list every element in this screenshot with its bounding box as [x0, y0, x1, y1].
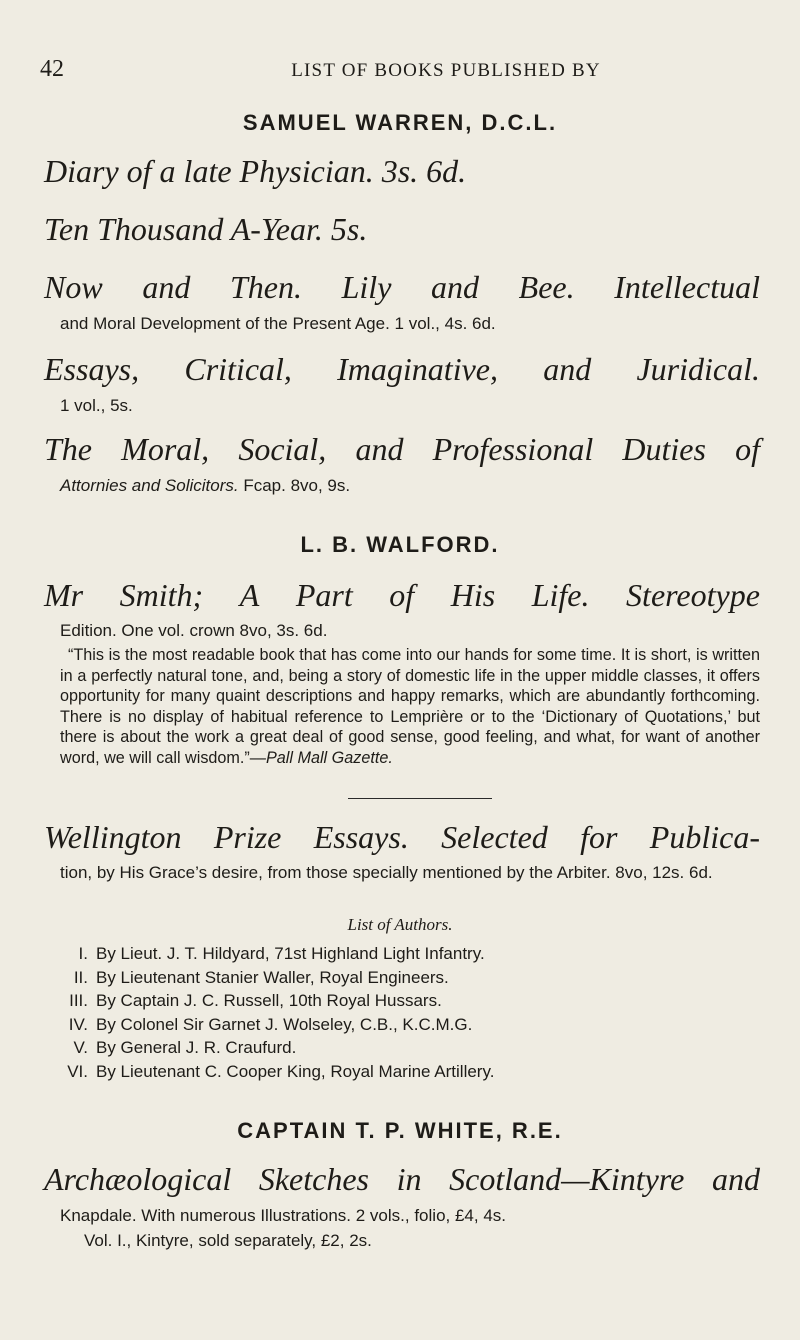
book-title-word: Smith;	[119, 577, 204, 613]
book-title-word: A	[239, 577, 260, 613]
list-item	[62, 1038, 762, 1062]
book-title-word: Professional	[432, 431, 594, 467]
book-title-word: Juridical.	[636, 351, 760, 387]
book-title-words	[44, 1160, 760, 1198]
book-description-italic: Attornies and Solicitors.	[60, 476, 239, 495]
book-title-words	[44, 268, 760, 306]
book-title-word: and	[142, 269, 191, 305]
author-heading: CAPTAIN T. P. WHITE, R.E.	[237, 1118, 563, 1143]
book-title-word: of	[389, 577, 415, 613]
book-title-word: Intellectual	[614, 269, 760, 305]
book-title-word: Essays,	[44, 351, 140, 387]
book-title-word: Stereotype	[626, 577, 760, 613]
page-header	[40, 56, 760, 86]
book-title	[44, 1160, 760, 1198]
book-title-word: in	[396, 1161, 422, 1197]
book-title-word: Moral,	[121, 431, 210, 467]
book-title-word: Now	[44, 269, 103, 305]
book-title-word: Prize	[213, 819, 282, 855]
list-item	[62, 1015, 762, 1039]
list-item-number: II.	[73, 967, 88, 987]
book-description-rest: Fcap. 8vo, 9s.	[243, 476, 351, 495]
list-item-text: By Lieut. J. T. Hildyard, 71st Highland Light Infantry.	[96, 944, 485, 963]
book-title-word: Publica-	[649, 819, 760, 855]
book-title-words	[44, 430, 760, 468]
book-title: Diary of a late Physician. 3s. 6d.	[44, 153, 467, 189]
list-item-text: By Lieutenant C. Cooper King, Royal Marine Artillery.	[96, 1061, 495, 1081]
book-title-word: Essays.	[313, 819, 409, 855]
book-title-word: Duties	[622, 431, 706, 467]
book-title-word: His	[450, 577, 496, 613]
list-item-text: By Lieutenant Stanier Waller, Royal Engineers.	[96, 967, 449, 987]
book-title-word: and	[711, 1161, 760, 1197]
book-description: Vol. I., Kintyre, sold separately, £2, 2s.	[84, 1231, 372, 1250]
book-title-word: of	[735, 431, 760, 467]
list-item-number: V.	[73, 1038, 88, 1057]
book-title-word: Life.	[531, 577, 590, 613]
book-title-word: Social,	[238, 431, 327, 467]
book-title-word: Part	[295, 577, 353, 613]
list-item-number: I.	[78, 944, 88, 963]
book-description: 1 vol., 5s.	[60, 396, 133, 415]
book-title-word: for	[580, 819, 618, 855]
list-item-number: III.	[69, 991, 88, 1010]
book-title-word: Archæological	[44, 1161, 232, 1197]
book-title-word: Scotland—Kintyre	[449, 1161, 685, 1197]
book-title-word: Imaginative,	[337, 351, 498, 387]
book-title-words	[44, 576, 760, 614]
book-description: tion, by His Grace’s desire, from those specially mentioned by the Arbiter. 8vo, 12s. 6d.	[60, 863, 713, 882]
list-item-text: By Colonel Sir Garnet J. Wolseley, C.B., K.C.M.G.	[96, 1014, 473, 1034]
book-title	[44, 430, 760, 468]
review-source: Pall Mall Gazette.	[265, 748, 393, 767]
book-title-word: and	[543, 351, 592, 387]
book-title	[44, 818, 760, 856]
list-item	[62, 968, 762, 992]
book-title-word: Sketches	[258, 1161, 369, 1197]
book-title-word: and	[431, 269, 480, 305]
book-title-word: Bee.	[518, 269, 575, 305]
book-title-words	[44, 350, 760, 388]
book-title	[44, 268, 760, 306]
review-quote	[60, 645, 760, 768]
book-title	[44, 576, 760, 614]
list-item	[62, 944, 762, 968]
author-heading: SAMUEL WARREN, D.C.L.	[242, 110, 558, 135]
book-title-word: and	[355, 431, 404, 467]
book-title: Ten Thousand A-Year. 5s.	[44, 211, 368, 247]
section-divider	[348, 798, 492, 799]
list-item	[62, 991, 762, 1015]
list-item-text: By General J. R. Craufurd.	[96, 1038, 297, 1057]
list-item-number: IV.	[68, 1014, 88, 1034]
book-title-word: Critical,	[184, 351, 292, 387]
author-list	[62, 944, 762, 1085]
book-title-word: The	[44, 431, 92, 467]
book-title-word: Mr	[44, 577, 84, 613]
book-description	[60, 475, 760, 497]
book-title-words	[44, 818, 760, 856]
list-heading: List of Authors.	[347, 915, 453, 934]
list-item-text: By Captain J. C. Russell, 10th Royal Hussars.	[96, 991, 442, 1010]
book-title-word: Lily	[341, 269, 392, 305]
book-title-word: Wellington	[44, 819, 182, 855]
running-head: LIST OF BOOKS PUBLISHED BY	[291, 60, 601, 81]
author-heading: L. B. WALFORD.	[300, 532, 500, 557]
book-description: Knapdale. With numerous Illustrations. 2 vols., folio, £4, 4s.	[60, 1206, 507, 1225]
book-description: and Moral Development of the Present Age. 1 vol., 4s. 6d.	[60, 314, 496, 333]
review-quote-text: “This is the most readable book that has come into our hands for some time. It is short, is written in a perfectly natural tone, and, being a story of domestic life in the upper middle classes, it offers opportunity for many quaint descriptions and happy remarks, which are abundantly forthcoming. There is no display of habitual reference to Lemprière or to the ‘Dictionary of Quotations,’ but there is about the work a great deal of good sense, good feeling, and what, for want of another word, we will call wisdom.”—	[60, 646, 760, 767]
list-item-number: VI.	[67, 1061, 88, 1081]
list-item	[62, 1062, 762, 1086]
book-title-word: Then.	[229, 269, 302, 305]
book-title	[44, 350, 760, 388]
book-title-word: Selected	[441, 819, 548, 855]
page-number: 42	[40, 56, 64, 82]
book-description: Edition. One vol. crown 8vo, 3s. 6d.	[60, 621, 328, 640]
